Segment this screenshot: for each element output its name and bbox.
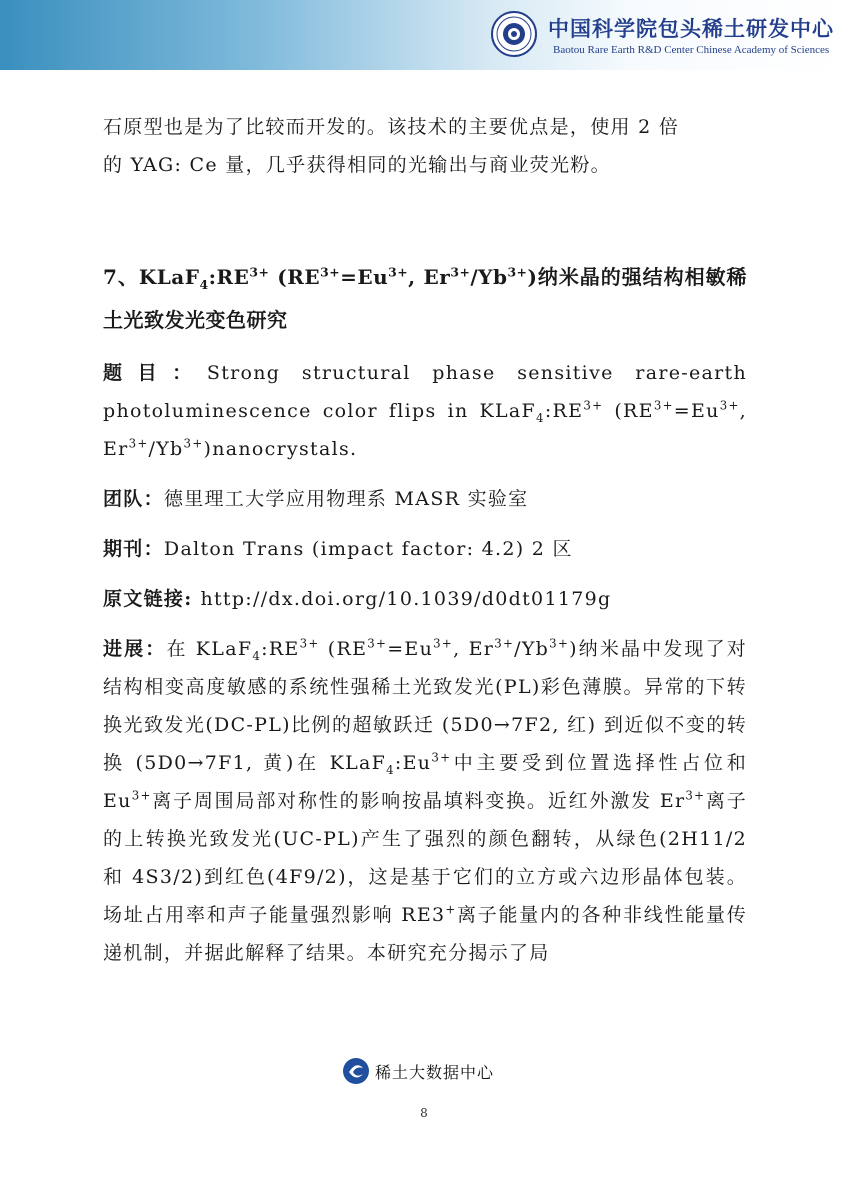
intro-paragraph: 石原型也是为了比较而开发的。该技术的主要优点是，使用 2 倍 的 YAG: Ce 量，几乎获得相同的光输出与商业荧光粉。 <box>103 116 680 176</box>
section-heading: 7、$KLaF_4:RE^{3+}$ ($RE^{3+}=Eu^{3+}$, $Er^{3+}/Yb^{3+}$)纳米晶的强结构相敏稀土光致发光变色研究 <box>103 264 747 332</box>
doi-link[interactable]: http://dx.doi.org/10.1039/d0dt01179g <box>200 588 612 610</box>
team-label: 团队： <box>103 488 164 510</box>
journal-value: Dalton Trans (impact factor: 4.2) 2 区 <box>163 538 573 560</box>
team-line <box>103 480 747 518</box>
journal-label: 期刊： <box>103 538 164 560</box>
organization-name-en: Baotou Rare Earth R&D Center Chinese Academy of Sciences <box>553 44 830 56</box>
progress-paragraph: 进展：在 $KLaF_4:RE^{3+}$ ($RE^{3+}=Eu^{3+}$, $Er^{3+}/Yb^{3+}$)纳米晶中发现了对结构相变高度敏感的系统性强稀土光致发光(PL)彩色薄膜。异常的下转换光致发光(DC-PL)比例的超敏跃迁 (5D0→7F2, 红) 到近似不变的转换 (5D0→7F1, 黄)在 $KLaF_4:Eu^{3+}$中主要受到位置选择性占位和 $Eu^{3+}$离子周围局部对称性的影响按晶填料变换。近红外激发 $Er^{3+}$离子的上转换光致发光(UC-PL)产生了强烈的颜色翻转，从绿色(2H11/2 和 4S3/2)到红色(4F9/2)，这是基于它们的立方或六边形晶体包装。场址占用率和声子能量强烈影响 RE3+离子能量内的各种非线性能量传递机制，并据此解释了结果。本研究充分揭示了局 <box>103 636 748 964</box>
page-number: 8 <box>420 1106 428 1120</box>
document-body <box>103 108 747 972</box>
big-data-center-logo-icon <box>342 1057 370 1085</box>
progress-label: 进展： <box>103 638 167 660</box>
page-header-banner <box>0 0 848 70</box>
cas-emblem-icon <box>491 11 537 57</box>
team-value: 德里理工大学应用物理系 MASR 实验室 <box>163 488 529 510</box>
footer-text: 稀土大数据中心 <box>375 1062 495 1082</box>
paper-title-label: 题目： <box>103 362 207 384</box>
paper-title: 题目：Strong structural phase sensitive rare-earth photoluminescence color flips in $KLaF_4:RE^{3+}$ ($RE^{3+}=Eu^{3+}$, $Er^{3+}/Yb^{3+})nanocrystals$. <box>103 362 747 460</box>
page-footer <box>342 1057 494 1085</box>
link-line <box>103 580 747 618</box>
journal-line <box>103 530 747 568</box>
link-label: 原文链接: <box>103 588 201 610</box>
organization-name-cn: 中国科学院包头稀土研发中心 <box>548 17 834 41</box>
